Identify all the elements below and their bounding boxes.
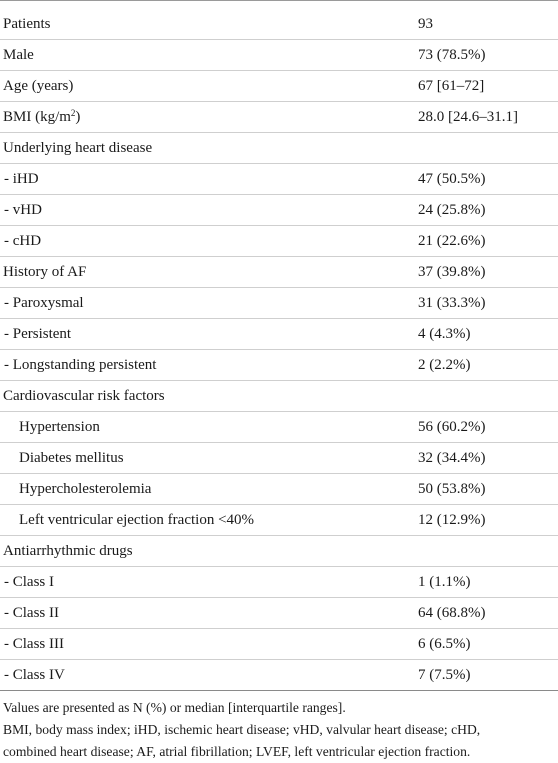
table-row xyxy=(0,319,558,350)
row-value: 4 (4.3%) xyxy=(418,326,471,342)
table-row xyxy=(0,195,558,226)
table-row xyxy=(0,9,558,40)
row-label: - vHD xyxy=(4,202,42,218)
row-value: 21 (22.6%) xyxy=(418,233,486,249)
row-label: - Paroxysmal xyxy=(4,295,84,311)
table-row xyxy=(0,102,558,133)
row-label: - Persistent xyxy=(4,326,72,342)
row-label: Antiarrhythmic drugs xyxy=(3,543,133,559)
row-label: Left ventricular ejection fraction <40% xyxy=(19,512,255,528)
row-value: 73 (78.5%) xyxy=(418,47,486,63)
row-label: Age (years) xyxy=(3,78,74,94)
table-row xyxy=(0,598,558,629)
row-value: 47 (50.5%) xyxy=(418,171,486,187)
characteristics-table xyxy=(0,9,558,691)
row-value: 28.0 [24.6–31.1] xyxy=(418,109,518,125)
table-row xyxy=(0,629,558,660)
row-label: Hypertension xyxy=(19,419,100,435)
row-value: 6 (6.5%) xyxy=(418,636,471,652)
table-row xyxy=(0,443,558,474)
table-row xyxy=(0,71,558,102)
table-row xyxy=(0,350,558,381)
footnote-line: BMI, body mass index; iHD, ischemic heart disease; vHD, valvular heart disease; cHD, xyxy=(3,722,481,737)
row-value: 50 (53.8%) xyxy=(418,481,486,497)
row-label: Patients xyxy=(3,16,51,32)
row-value: 12 (12.9%) xyxy=(418,512,486,528)
row-label: Cardiovascular risk factors xyxy=(3,388,165,404)
table-row xyxy=(0,505,558,536)
row-label: Hypercholesterolemia xyxy=(19,481,152,497)
row-value: 67 [61–72] xyxy=(418,78,485,94)
table-row xyxy=(0,474,558,505)
table-footnotes xyxy=(3,697,558,763)
row-label: Male xyxy=(3,47,34,63)
row-label: - Class II xyxy=(4,605,59,621)
table-top-rule xyxy=(0,0,558,1)
table-row xyxy=(0,536,558,567)
table-row xyxy=(0,660,558,691)
table-row xyxy=(0,40,558,71)
row-label: Underlying heart disease xyxy=(3,140,153,156)
row-value: 64 (68.8%) xyxy=(418,605,486,621)
table-row xyxy=(0,226,558,257)
row-value: 31 (33.3%) xyxy=(418,295,486,311)
row-value: 2 (2.2%) xyxy=(418,357,471,373)
row-label: - Class I xyxy=(4,574,54,590)
row-label: - Class IV xyxy=(4,667,65,683)
row-value: 1 (1.1%) xyxy=(418,574,471,590)
table-row xyxy=(0,381,558,412)
row-label: Diabetes mellitus xyxy=(19,450,124,466)
row-label: - cHD xyxy=(4,233,42,249)
row-label: - Longstanding persistent xyxy=(4,357,157,373)
row-label: BMI $(kg/m^2)$ xyxy=(3,108,81,125)
row-value: 56 (60.2%) xyxy=(418,419,486,435)
row-value: 93 xyxy=(418,16,433,32)
table-row xyxy=(0,257,558,288)
footnote-line: Values are presented as N (%) or median [interquartile ranges]. xyxy=(3,700,346,715)
table-row xyxy=(0,164,558,195)
row-label: - iHD xyxy=(4,171,39,187)
table-row xyxy=(0,412,558,443)
table-row xyxy=(0,133,558,164)
row-value: 24 (25.8%) xyxy=(418,202,486,218)
row-label: History of AF xyxy=(3,264,87,280)
row-value: 7 (7.5%) xyxy=(418,667,471,683)
table-row xyxy=(0,567,558,598)
row-value: 32 (34.4%) xyxy=(418,450,486,466)
table-row xyxy=(0,288,558,319)
row-label: - Class III xyxy=(4,636,64,652)
row-value: 37 (39.8%) xyxy=(418,264,486,280)
footnote-line: combined heart disease; AF, atrial fibrillation; LVEF, left ventricular ejection fraction. xyxy=(3,744,471,759)
